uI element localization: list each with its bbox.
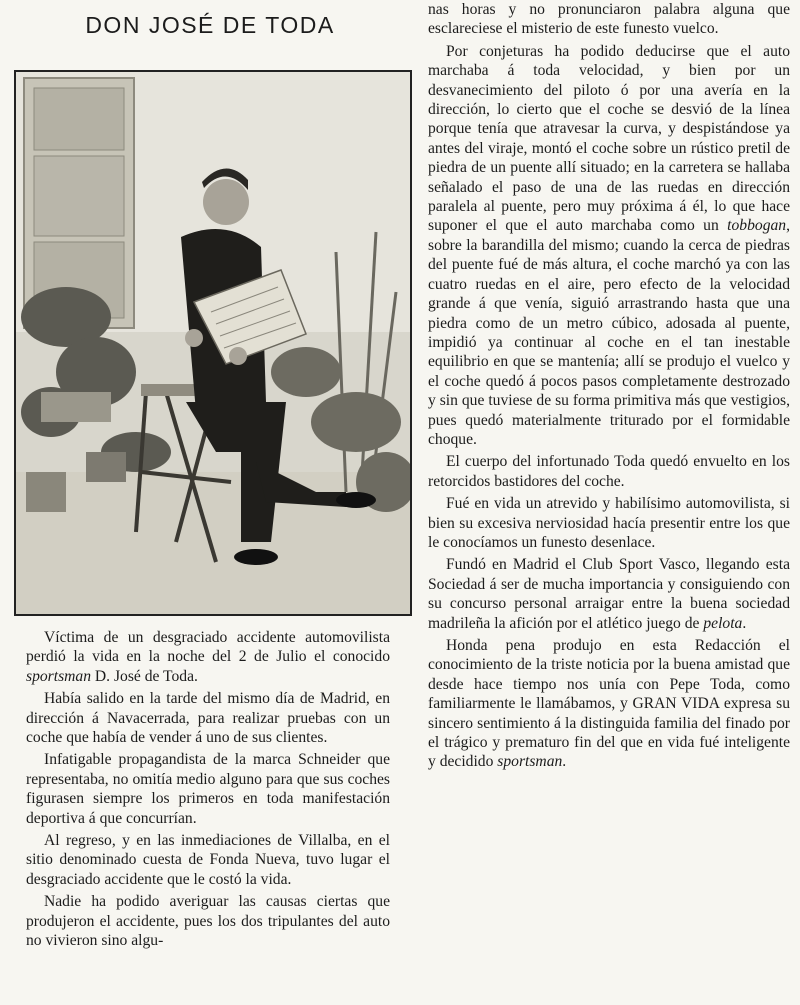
paragraph <box>428 494 790 552</box>
paragraph <box>428 555 790 633</box>
photo-illustration <box>16 72 410 614</box>
paragraph <box>428 636 790 772</box>
text-run: Infatigable propagandista de la marca Schneider que representaba, no omitía medio alguno para que sus coches figurasen siempre los primeros en toda manifestación deportiva á que concurrían. <box>26 751 390 827</box>
text-run: El cuerpo del infortunado Toda quedó envuelto en los retorcidos bastidores del coche. <box>428 453 790 490</box>
paragraph <box>428 0 790 39</box>
text-run: Honda pena produjo en esta Redacción el conocimiento de la triste noticia por la buena amistad que desde hace tiempo nos unía con Pepe Toda, como familiarmente le llamábamos, y GRAN VIDA expresa su sincero sentimiento á la distinguida familia del finado por el trágico y prematuro fin del que en vida fué inteligente y decidido <box>428 637 790 771</box>
paragraph <box>26 628 390 686</box>
text-run: Víctima de un desgraciado accidente automovilista perdió la vida en la noche del 2 de Julio el conocido <box>26 629 390 666</box>
text-run: Al regreso, y en las inmediaciones de Villalba, en el sitio denominado cuesta de Fonda Nueva, tuvo lugar el desgraciado accidente que le costó la vida. <box>26 832 390 888</box>
text-run: nas horas y no pronunciaron palabra alguna que esclareciese el misterio de este funesto vuelco. <box>428 1 790 38</box>
text-run: D. José de Toda. <box>91 667 198 685</box>
italic-text: tobbogan <box>727 217 787 235</box>
right-column <box>428 0 790 775</box>
paragraph <box>26 689 390 747</box>
text-run: . <box>562 753 567 771</box>
text-run: Nadie ha podido averiguar las causas ciertas que produjeron el accidente, pues los dos tripulantes del auto no vivieron sino algu- <box>26 893 390 950</box>
paragraph <box>26 831 390 889</box>
text-run: Fundó en Madrid el Club Sport Vasco, llegando esta Sociedad á ser de mucha importancia y consiguiendo con su concurso personal arraigar entre la buena sociedad madrileña la afición por el atlético juego de <box>428 556 790 632</box>
paragraph <box>428 42 790 450</box>
italic-text: sportsman <box>497 753 563 771</box>
text-run: . <box>742 614 747 632</box>
italic-text: pelota <box>703 614 743 632</box>
paragraph <box>26 750 390 828</box>
portrait-photo <box>14 70 412 616</box>
text-run: , sobre la barandilla del mismo; cuando la cerca de piedras del puente fué de más altura, el coche marchó ya con las cuatro ruedas en el aire, pero efecto de la velocidad grande á que venía, siguió arrastrando hasta que una piedra como de un metro cúbico, adosada al puente, impidió ya continuar al coche en el tan inestable equilibrio en que se mantenía; allí se produjo el vuelco y el coche quedó á pocos pasos completamente destrozado y sin que tuviese de su forma primitiva más que vestigios, pues quedó materialmente triturado por el formidable choque. <box>428 217 790 448</box>
paragraph <box>428 452 790 491</box>
article-title: DON JOSÉ DE TODA <box>85 12 335 38</box>
text-run: Por conjeturas ha podido deducirse que el auto marchaba á toda velocidad, y bien por un desvanecimiento del piloto ó por una avería en la dirección, lo cierto que el coche se desvió de la línea porque tenía que atravesar la curva, y despistándose ya antes del viraje, montó el coche sobre un rústico pretil de piedra de un puente allí situado; en la carretera se hallaba señalado el paso de una de las ruedas en dirección paralela al puente, pero muy próxima á él, lo que hace suponer el que el auto marchaba como un <box>428 42 790 235</box>
italic-text: sportsman <box>26 667 91 685</box>
paragraph <box>26 892 390 950</box>
text-run: Fué en vida un atrevido y habilísimo automovilista, si bien su excesiva nerviosidad hacía presentir entre los que le conocíamos un funesto desenlace. <box>428 495 790 551</box>
text-run: Había salido en la tarde del mismo día de Madrid, en dirección á Navacerrada, para realizar pruebas con un coche que había de vender á uno de sus clientes. <box>26 690 390 747</box>
left-column <box>26 628 390 954</box>
